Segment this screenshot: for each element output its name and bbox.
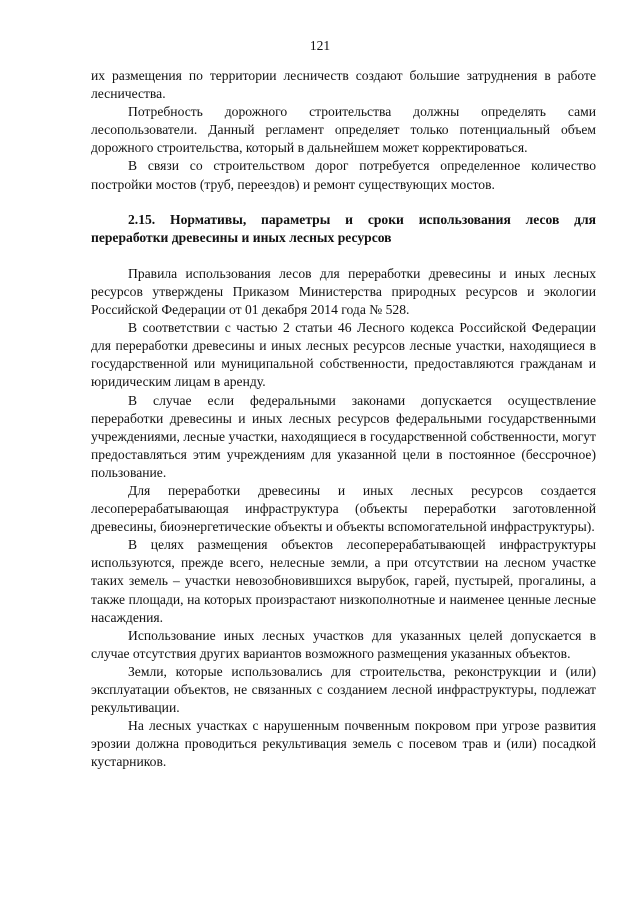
- paragraph: Использование иных лесных участков для указанных целей допускается в случае отсутствия других вариантов возможного размещения указанных объектов.: [91, 627, 596, 661]
- paragraph: В целях размещения объектов лесоперерабатывающей инфраструктуры используются, прежде всего, нелесные земли, а при отсутствии на лесном участке таких земель – участки невозобновившихся вырубок, гарей, пустырей, прогалины, а также площади, на которых произрастают низкополнотные и наименее ценные лесные насаждения.: [91, 537, 596, 625]
- paragraph: Для переработки древесины и иных лесных ресурсов создается лесоперерабатывающая инфраструктура (объекты переработки заготовленной древесины, биоэнергетические объекты и объекты вспомогательной инфраструктуры).: [91, 482, 596, 535]
- paragraph: В связи со строительством дорог потребуется определенное количество постройки мостов (труб, переездов) и ремонт существующих мостов.: [91, 158, 596, 192]
- paragraph: Потребность дорожного строительства должны определять сами лесопользователи. Данный регламент определяет только потенциальный объем дорожного строительства, который в дальнейшем может корректироваться.: [91, 104, 596, 156]
- section-heading: 2.15. Нормативы, параметры и сроки использования лесов для переработки древесины и иных лесных ресурсов: [91, 211, 596, 245]
- paragraph: В случае если федеральными законами допускается осуществление переработки древесины и иных лесных ресурсов федеральными государственными учреждениями, лесные участки, находящиеся в государственной собственности, могут предоставляться этим учреждениям для указанной цели в постоянное (бессрочное) пользование.: [91, 392, 596, 480]
- paragraph: Земли, которые использовались для строительства, реконструкции и (или) эксплуатации объектов, не связанных с созданием лесной инфраструктуры, подлежат рекультивации.: [91, 663, 596, 716]
- paragraph: В соответствии с частью 2 статьи 46 Лесного кодекса Российской Федерации для переработки древесины и иных лесных ресурсов лесные участки, находящиеся в государственной или муниципальной собственности, предоставляются гражданам и юридическим лицам в аренду.: [91, 320, 596, 390]
- page-number: 121: [309, 38, 331, 53]
- paragraph: Правила использования лесов для переработки древесины и иных лесных ресурсов утверждены Приказом Министерства природных ресурсов и экологии Российской Федерации от 01 декабря 2014 года № 528.: [91, 265, 596, 318]
- paragraph: их размещения по территории лесничеств создают большие затруднения в работе лесничества.: [91, 68, 596, 102]
- page-body: [91, 67, 596, 771]
- paragraph: На лесных участках с нарушенным почвенным покровом при угрозе развития эрозии должна проводиться рекультивация земель с посевом трав и (или) посадкой кустарников.: [91, 718, 596, 770]
